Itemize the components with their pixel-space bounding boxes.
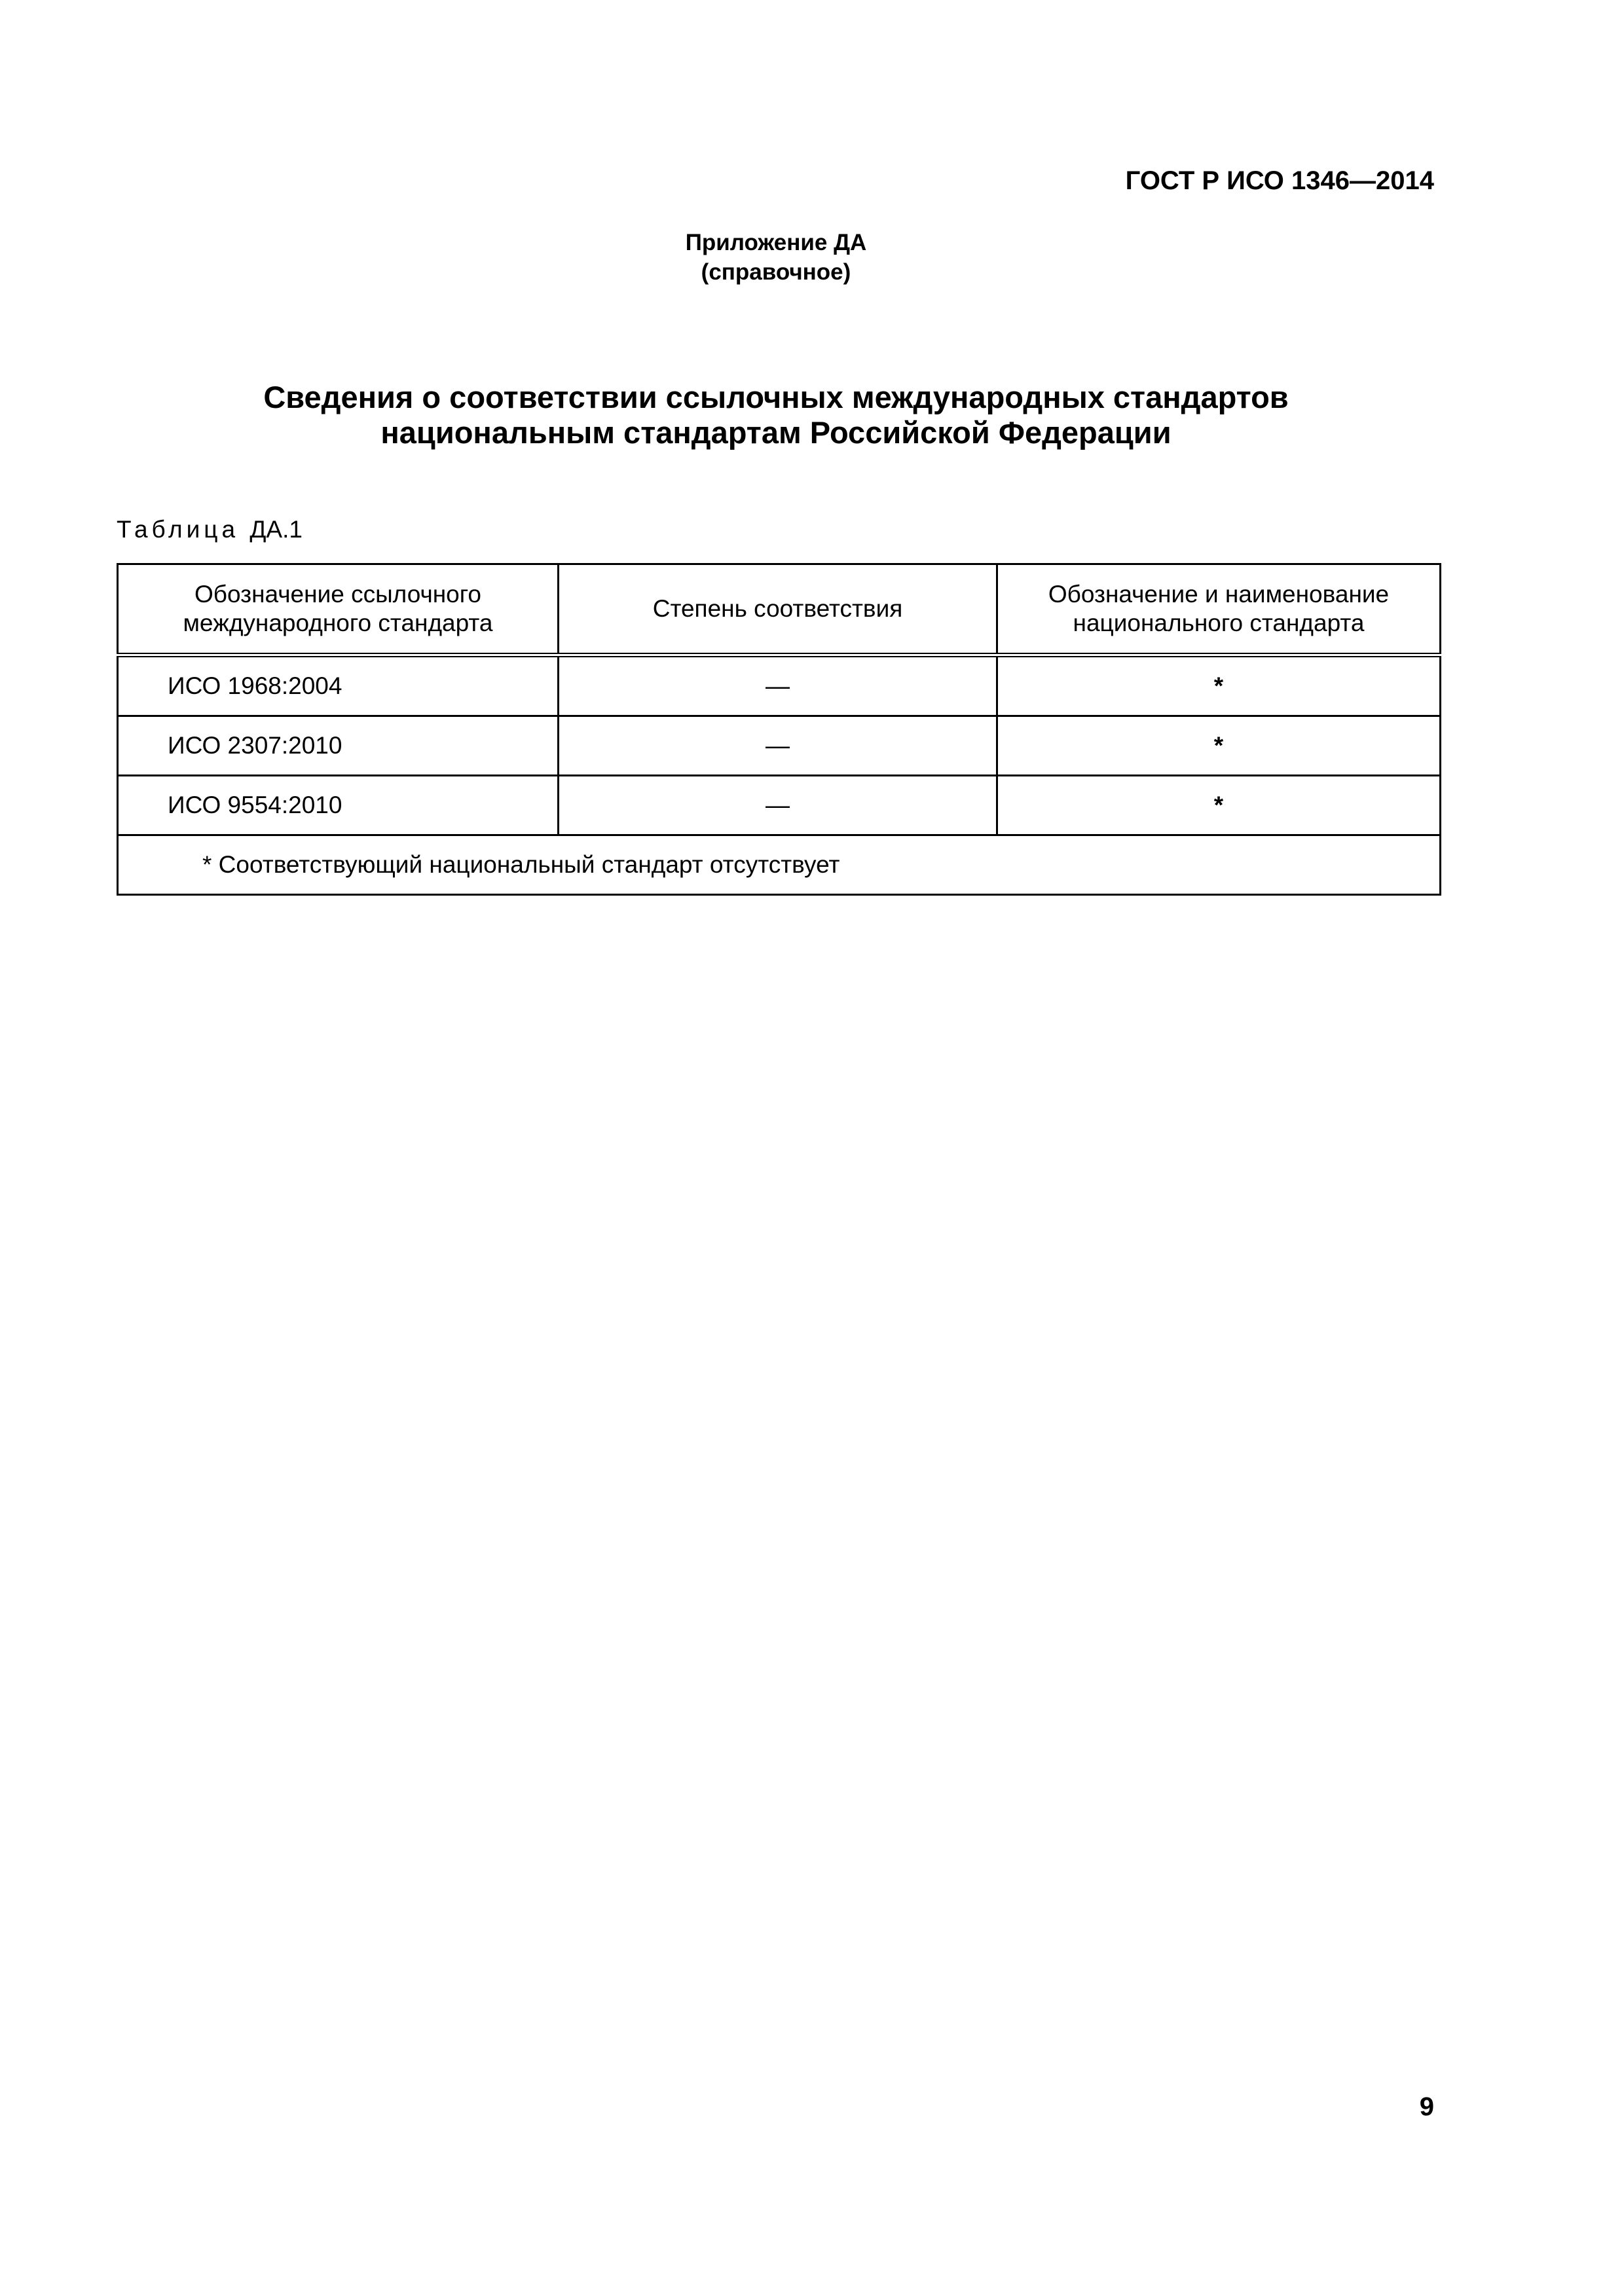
cell-degree: — — [559, 716, 997, 776]
cell-standard: ИСО 2307:2010 — [118, 716, 559, 776]
table-row — [118, 716, 1441, 776]
page-number: 9 — [1419, 2092, 1434, 2121]
header-reference-standard: Обозначение ссылочного международного стандарта — [118, 564, 559, 655]
table-footnote-row — [118, 835, 1441, 895]
table-caption-prefix: Таблица — [117, 516, 240, 543]
annex-status: (справочное) — [701, 259, 851, 285]
cell-national: * — [997, 776, 1441, 835]
section-title-line-2: национальным стандартам Российской Федерации — [380, 415, 1172, 450]
annex-heading — [0, 228, 1552, 287]
table-row — [118, 655, 1441, 716]
cell-standard: ИСО 9554:2010 — [118, 776, 559, 835]
header-national-standard: Обозначение и наименование национального стандарта — [997, 564, 1441, 655]
cell-national: * — [997, 655, 1441, 716]
table-caption — [117, 514, 303, 545]
section-title-line-1: Сведения о соответствии ссылочных международных стандартов — [263, 380, 1289, 414]
table-caption-number: ДА.1 — [249, 516, 303, 543]
table-row — [118, 776, 1441, 835]
table-footnote: * Соответствующий национальный стандарт отсутствует — [118, 835, 1441, 895]
cell-standard: ИСО 1968:2004 — [118, 655, 559, 716]
cell-degree: — — [559, 655, 997, 716]
correspondence-table — [117, 563, 1441, 896]
cell-degree: — — [559, 776, 997, 835]
header-degree-of-correspondence: Степень соответствия — [559, 564, 997, 655]
table-header-row — [118, 564, 1441, 655]
section-title — [0, 380, 1552, 450]
annex-label: Приложение ДА — [685, 230, 867, 255]
document-code: ГОСТ Р ИСО 1346—2014 — [1125, 166, 1434, 195]
cell-national: * — [997, 716, 1441, 776]
